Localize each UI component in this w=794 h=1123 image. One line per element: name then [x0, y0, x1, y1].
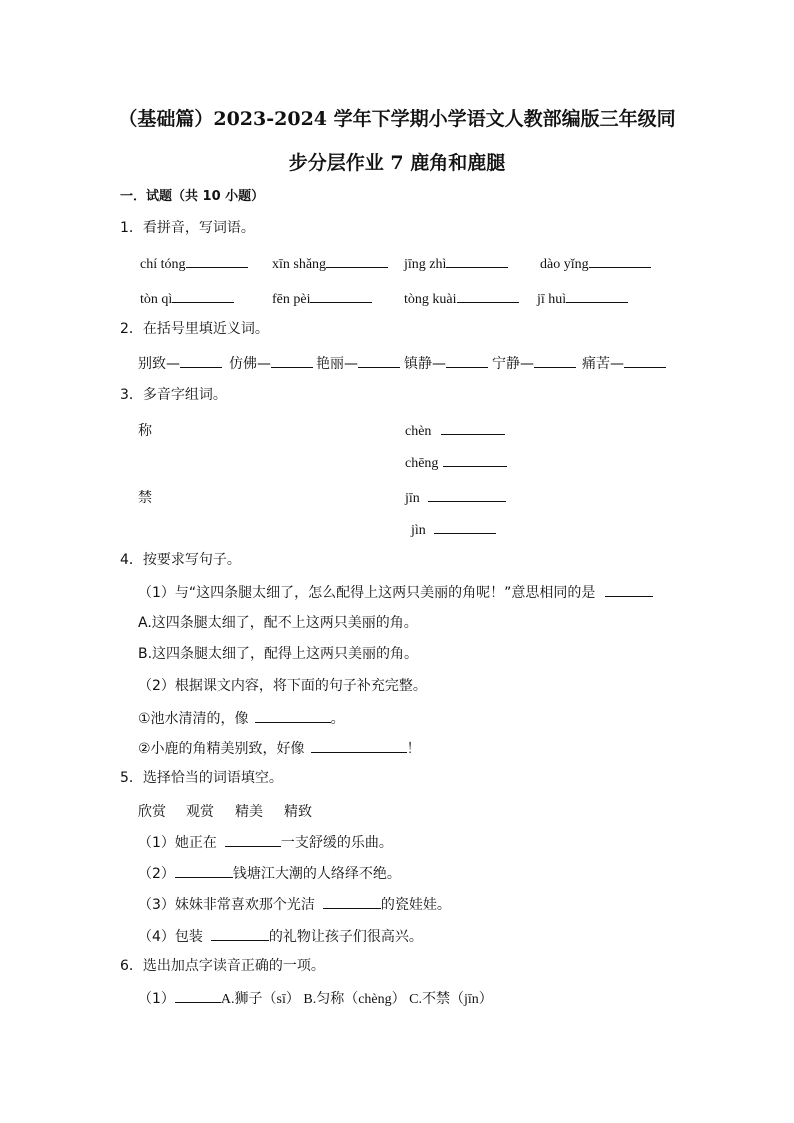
sentence-text: 钱塘江大潮的人络绎不绝。: [232, 866, 401, 882]
pinyin: chèn: [405, 424, 432, 439]
q4-part2: （2）根据课文内容，将下面的句子补充完整。: [138, 678, 427, 694]
answer-blank[interactable]: [434, 519, 496, 534]
q1-item: [140, 288, 234, 308]
q1-pinyin: tòn qì: [140, 292, 173, 307]
q4-option-b: B.这四条腿太细了，配得上这两只美丽的角。: [138, 646, 419, 662]
q5-word-bank-item: 欣赏: [138, 804, 166, 820]
q3-stem: 3．多音字组词。: [120, 387, 227, 403]
sentence-text: （1）她正在: [138, 835, 217, 851]
q1-pinyin: xīn shǎng: [272, 257, 327, 272]
q5-word-bank-item: 精美: [235, 804, 263, 820]
q5-stem: 5．选择恰当的词语填空。: [120, 770, 283, 786]
q6-stem: 6．选出加点字读音正确的一项。: [120, 958, 325, 974]
sentence-end: ！: [406, 741, 421, 757]
q2-word: 痛苦—: [582, 356, 624, 372]
sentence-text: 的礼物让孩子们很高兴。: [268, 929, 423, 945]
answer-blank[interactable]: [255, 708, 331, 723]
sentence-text: 一支舒缓的乐曲。: [280, 835, 393, 851]
sentence-text: 的瓷娃娃。: [380, 897, 451, 913]
answer-blank[interactable]: [310, 288, 372, 303]
q1-item: [272, 288, 372, 308]
q1-pinyin: tòng kuài: [404, 292, 457, 307]
answer-blank[interactable]: [441, 420, 505, 435]
answer-blank[interactable]: [605, 582, 653, 597]
q2-item: [582, 353, 666, 373]
answer-blank[interactable]: [225, 832, 281, 847]
pinyin: jīn: [405, 491, 420, 506]
q5-word-bank-item: 观赏: [186, 804, 214, 820]
q3-reading: [411, 519, 496, 539]
q2-word: 艳丽—: [316, 356, 358, 372]
answer-blank[interactable]: [186, 253, 248, 268]
pinyin: chēng: [405, 456, 439, 471]
q6-item-1: [138, 988, 493, 1008]
q5-item-2: [138, 863, 401, 883]
answer-blank[interactable]: [180, 353, 222, 368]
q5-item-3: [138, 894, 451, 914]
q5-word-bank-item: 精致: [284, 804, 312, 820]
q2-item: [316, 353, 400, 373]
answer-blank[interactable]: [271, 353, 313, 368]
q2-stem: 2．在括号里填近义词。: [120, 321, 269, 337]
q5-item-4: [138, 926, 423, 946]
q4-part1: [138, 582, 653, 602]
answer-blank[interactable]: [566, 288, 628, 303]
q1-item: [404, 253, 508, 273]
pinyin: jìn: [411, 523, 426, 538]
q4-stem: 4．按要求写句子。: [120, 552, 241, 568]
sentence-end: 。: [330, 711, 345, 727]
q3-reading: [405, 452, 507, 472]
sentence-text: （1）: [138, 991, 175, 1007]
q2-item: [229, 353, 313, 373]
q2-word: 镇静—: [404, 356, 446, 372]
q1-pinyin: jī huì: [537, 292, 567, 307]
sentence-text: （4）包装: [138, 929, 203, 945]
q3-char-cheng: 称: [138, 423, 152, 439]
q1-pinyin: jīng zhì: [404, 257, 447, 272]
answer-blank[interactable]: [323, 894, 381, 909]
q4-sentence-2: [138, 738, 421, 758]
q2-word: 宁静—: [492, 356, 534, 372]
answer-blank[interactable]: [457, 288, 519, 303]
q4-sentence-1: [138, 708, 345, 728]
answer-blank[interactable]: [172, 288, 234, 303]
answer-blank[interactable]: [326, 253, 388, 268]
q4-option-a: A.这四条腿太细了，配不上这两只美丽的角。: [138, 615, 418, 631]
answer-blank[interactable]: [446, 253, 508, 268]
q1-stem: 1．看拼音，写词语。: [120, 220, 255, 236]
q1-pinyin: chí tóng: [140, 257, 186, 272]
answer-blank[interactable]: [175, 863, 233, 878]
q3-reading: [405, 487, 506, 507]
answer-blank[interactable]: [446, 353, 488, 368]
answer-blank[interactable]: [443, 452, 507, 467]
q2-word: 别致—: [138, 356, 180, 372]
q5-item-1: [138, 832, 393, 852]
q3-reading: [405, 420, 505, 440]
answer-blank[interactable]: [534, 353, 576, 368]
answer-blank[interactable]: [358, 353, 400, 368]
q2-item: [404, 353, 488, 373]
q4-part1-text: （1）与“这四条腿太细了，怎么配得上这两只美丽的角呢！”意思相同的是: [138, 585, 596, 601]
q2-item: [138, 353, 222, 373]
answer-blank[interactable]: [175, 988, 221, 1003]
sentence-text: （3）妹妹非常喜欢那个光洁: [138, 897, 315, 913]
q1-item: [537, 288, 628, 308]
q2-word: 仿佛—: [229, 356, 271, 372]
q2-item: [492, 353, 576, 373]
page-title-line-2: 步分层作业 7 鹿角和鹿腿: [288, 152, 506, 174]
q1-item: [540, 253, 651, 273]
answer-blank[interactable]: [211, 926, 269, 941]
q1-pinyin: dào yǐng: [540, 257, 589, 272]
q3-char-jin: 禁: [138, 490, 152, 506]
answer-blank[interactable]: [624, 353, 666, 368]
q1-item: [272, 253, 388, 273]
page-title-line-1: （基础篇）2023-2024 学年下学期小学语文人教部编版三年级同: [118, 108, 676, 130]
q6-options: A.狮子（sī） B.匀称（chèng） C.不禁（jīn）: [220, 992, 493, 1007]
q1-item: [140, 253, 248, 273]
section-heading: 一．试题（共 10 小题）: [120, 189, 265, 204]
q1-item: [404, 288, 519, 308]
answer-blank[interactable]: [589, 253, 651, 268]
sentence-text: （2）: [138, 866, 175, 882]
sentence-text: ①池水清清的，像: [138, 711, 249, 727]
answer-blank[interactable]: [428, 487, 506, 502]
q1-pinyin: fēn pèi: [272, 292, 311, 307]
answer-blank[interactable]: [311, 738, 407, 753]
sentence-text: ②小鹿的角精美别致，好像: [138, 741, 305, 757]
